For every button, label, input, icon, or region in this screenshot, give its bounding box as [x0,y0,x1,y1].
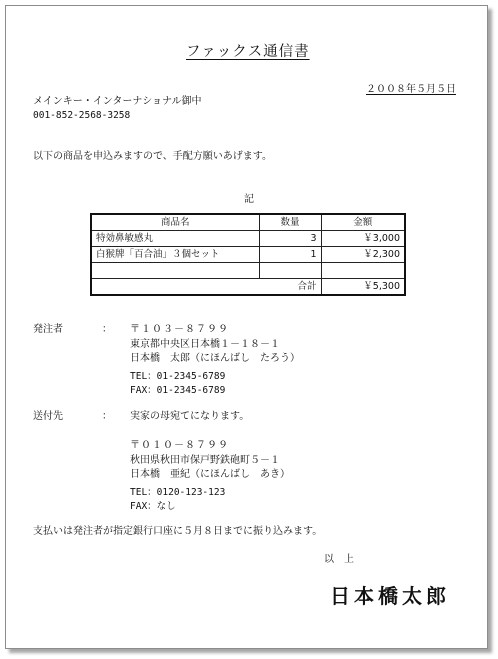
row-quantity: 3 [259,231,321,247]
orderer-tel: TEL：01-2345-6789 [130,371,226,382]
header-product: 商品名 [91,214,259,231]
orderer-fax: FAX：01-2345-6789 [130,385,226,396]
table-row [91,231,405,247]
total-amount: ￥5,300 [321,279,405,296]
header-quantity: 数量 [259,214,321,231]
shipto-address: 秋田県秋田市保戸野鉄砲町５－１ [130,455,280,466]
row-product [91,263,259,279]
table-header-row [91,214,405,231]
shipto-colon: ： [102,411,112,422]
row-quantity [259,263,321,279]
shipto-postal: 〒０１０－８７９９ [130,440,229,451]
fax-document-page [5,5,488,649]
orderer-label: 発注者 [33,324,63,335]
recipient-phone: 001-852-2568-3258 [33,110,131,121]
shipto-tel: TEL：0120-123-123 [130,487,226,498]
table-row [91,247,405,263]
order-table [90,213,406,296]
document-date: ２００８年５月５日 [366,84,456,95]
row-quantity: 1 [259,247,321,263]
shipto-fax: FAX：なし [130,501,176,512]
ki-label: 記 [244,194,254,205]
table-row [91,263,405,279]
shipto-name: 日本橋 亜紀（にほんばし あき） [130,469,290,480]
signature: 日本橋太郎 [330,584,450,608]
orderer-address: 東京都中央区日本橋１－１８－１ [130,339,280,350]
total-label: 合計 [91,279,321,296]
shipto-label: 送付先 [33,411,63,422]
orderer-colon: ： [102,324,112,335]
header-amount: 金額 [321,214,405,231]
row-product: 白猴牌「百合油」３個セット [91,247,259,263]
recipient-name: メインキー・インターナショナル御中 [33,96,202,107]
intro-text: 以下の商品を申込みますので、手配方願いあげます。 [33,151,272,162]
table-total-row [91,279,405,296]
row-product: 特効鼻敏感丸 [91,231,259,247]
row-amount: ￥3,000 [321,231,405,247]
row-amount [321,263,405,279]
orderer-postal: 〒１０３－８７９９ [130,324,229,335]
payment-note: 支払いは発注者が指定銀行口座に５月８日までに振り込みます。 [33,526,323,537]
row-amount: ￥2,300 [321,247,405,263]
orderer-name: 日本橋 太郎（にほんばし たろう） [130,353,300,364]
ijou-label: 以 上 [324,554,354,565]
shipto-note: 実家の母宛てになります。 [130,411,250,422]
document-title: ファックス通信書 [186,44,310,60]
